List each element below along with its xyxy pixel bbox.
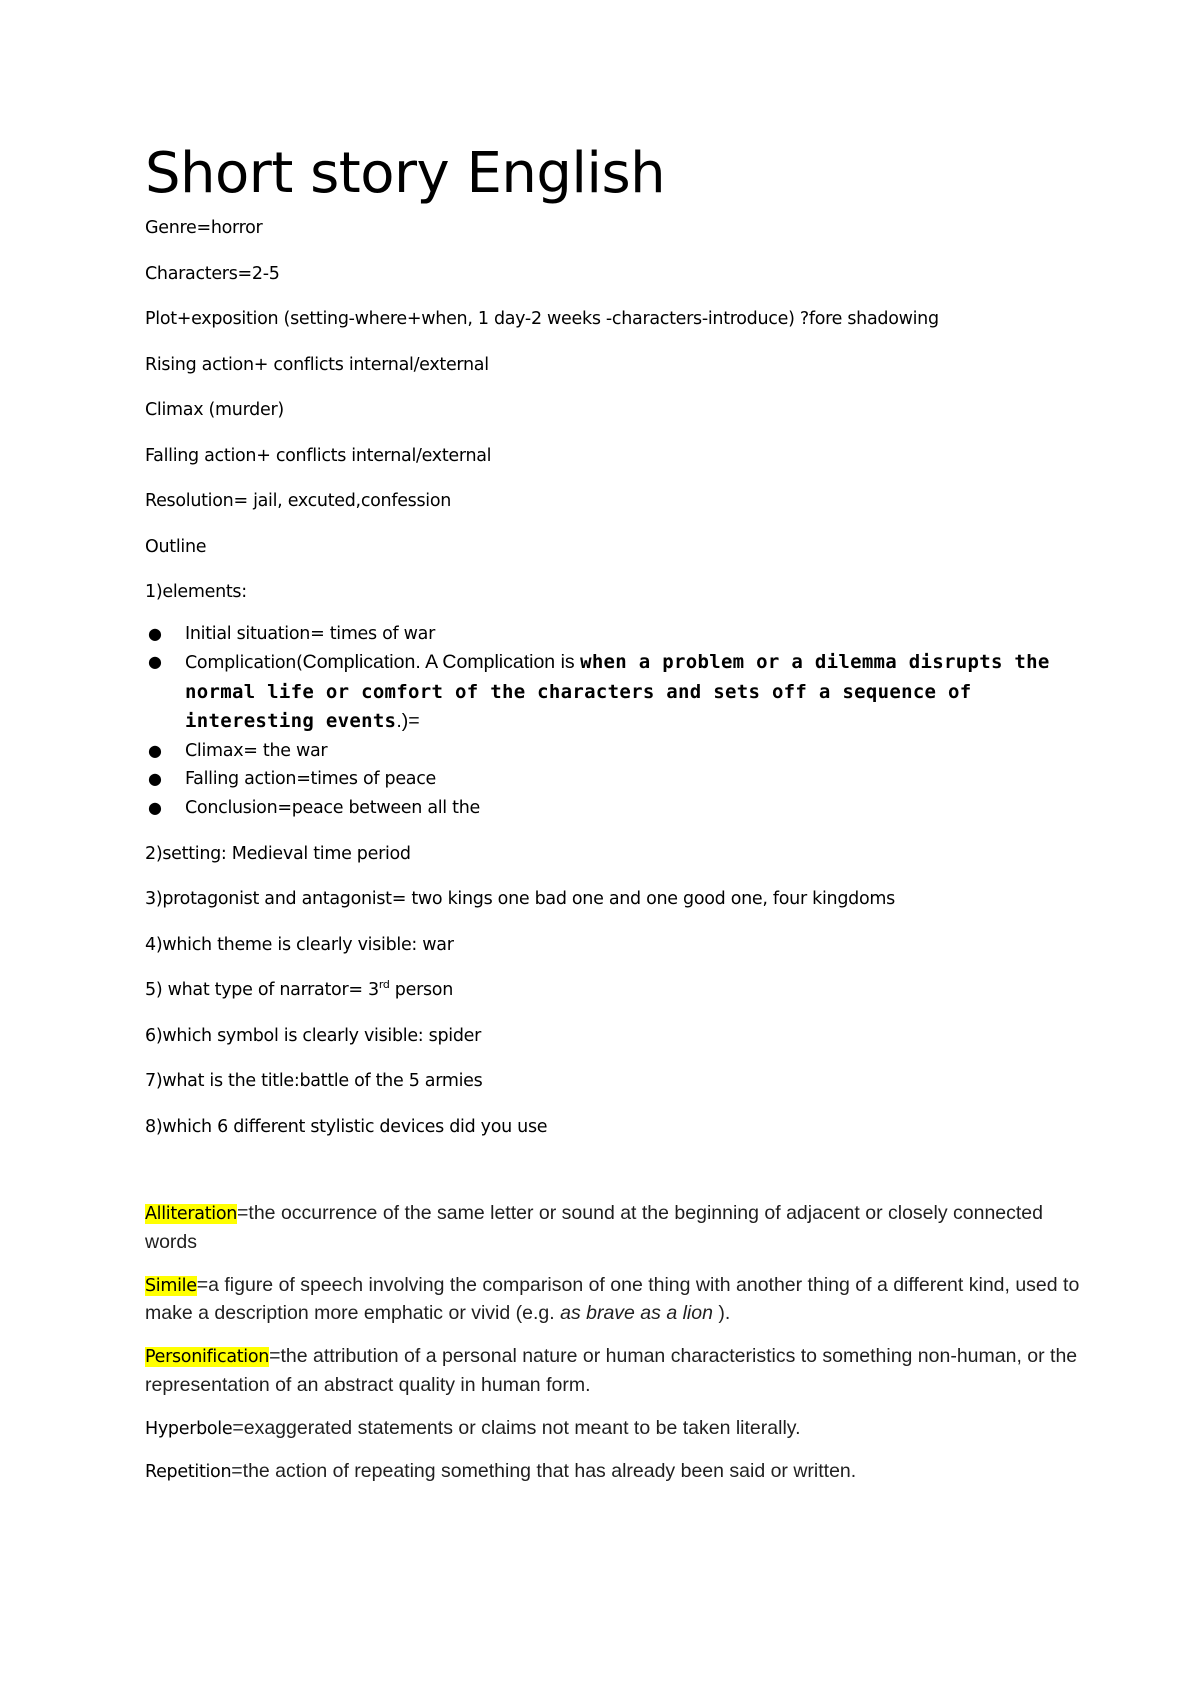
list-item-text: Falling action=times of peace <box>185 769 436 790</box>
simile-text: =a figure of speech involving the comparison of one thing with another thing of a different kind, used to make a description more emphatic or vivid (e.g. <box>145 1273 1080 1325</box>
bullet-icon: ● <box>148 652 162 672</box>
list-item-tail: .)= <box>396 710 420 733</box>
personification-term: Personification <box>145 1347 270 1368</box>
personification-text: =the attribution of a personal nature or human characteristics to something non-human, or the representation of an abstract quality in human form. <box>145 1345 1078 1396</box>
narrator-text: 5) what type of narrator= 3 <box>145 980 379 1001</box>
list-item-text: Conclusion=peace between all the <box>185 798 480 819</box>
narrator-superscript: rd <box>378 978 390 992</box>
theme-line: 4)which theme is clearly visible: war <box>145 934 454 955</box>
document-title: Short story English <box>145 141 666 206</box>
list-item <box>148 648 1085 737</box>
list-item-text: Climax= the war <box>185 740 328 761</box>
list-item-lead: Complication( <box>185 653 303 674</box>
simile-term: Simile <box>145 1275 197 1296</box>
alliteration-term: Alliteration <box>145 1204 238 1225</box>
plot-line: Plot+exposition (setting-where+when, 1 day-2 weeks -characters-introduce) ?fore shadowing <box>145 309 939 329</box>
spacer <box>145 1160 1085 1200</box>
bullet-icon: ● <box>148 769 162 789</box>
list-item <box>148 737 1085 766</box>
falling-action-line: Falling action+ conflicts internal/external <box>145 445 492 466</box>
climax-line: Climax (murder) <box>145 400 284 420</box>
bullet-icon: ● <box>148 623 162 643</box>
symbol-line: 6)which symbol is clearly visible: spider <box>145 1025 482 1046</box>
list-item <box>148 794 1085 823</box>
simile-text-end: ). <box>712 1302 731 1325</box>
alliteration-text: =the occurrence of the same letter or sound at the beginning of adjacent or closely connected words <box>145 1202 1043 1253</box>
outline-heading: Outline <box>145 536 207 557</box>
title-question-line: 7)what is the title:battle of the 5 armies <box>145 1071 483 1092</box>
list-item-definition: Complication. A Complication is <box>302 651 581 674</box>
alliteration-definition <box>145 1200 1085 1257</box>
rising-action-line: Rising action+ conflicts internal/external <box>145 354 489 375</box>
repetition-text: =the action of repeating something that has already been said or written. <box>231 1459 857 1482</box>
elements-list <box>145 620 1085 823</box>
narrator-line <box>145 978 1085 1002</box>
protagonist-line: 3)protagonist and antagonist= two kings one bad one and one good one, four kingdoms <box>145 889 895 910</box>
genre-line: Genre=horror <box>145 218 263 238</box>
resolution-line: Resolution= jail, excuted,confession <box>145 491 452 511</box>
simile-definition <box>145 1272 1085 1329</box>
bullet-icon: ● <box>148 740 162 760</box>
elements-heading: 1)elements: <box>145 582 247 602</box>
setting-line: 2)setting: Medieval time period <box>145 843 411 864</box>
simile-example: as brave as a lion <box>560 1302 713 1325</box>
repetition-definition <box>145 1458 1085 1487</box>
repetition-term: Repetition <box>145 1461 232 1482</box>
list-item <box>148 765 1085 794</box>
hyperbole-term: Hyperbole <box>145 1418 233 1439</box>
list-item <box>148 620 1085 649</box>
list-item-emphasis: when a problem or a dilemma disrupts the normal life or comfort of the characters and sets off a sequence of interesting events <box>185 651 1050 733</box>
narrator-text-end: person <box>389 980 453 1001</box>
hyperbole-text: =exaggerated statements or claims not meant to be taken literally. <box>232 1416 801 1439</box>
characters-line: Characters=2-5 <box>145 263 280 284</box>
devices-question-line: 8)which 6 different stylistic devices did you use <box>145 1116 548 1137</box>
document-page <box>145 138 1085 1501</box>
list-item-text: Initial situation= times of war <box>185 623 435 644</box>
personification-definition <box>145 1343 1085 1400</box>
bullet-icon: ● <box>148 798 162 818</box>
hyperbole-definition <box>145 1415 1085 1444</box>
